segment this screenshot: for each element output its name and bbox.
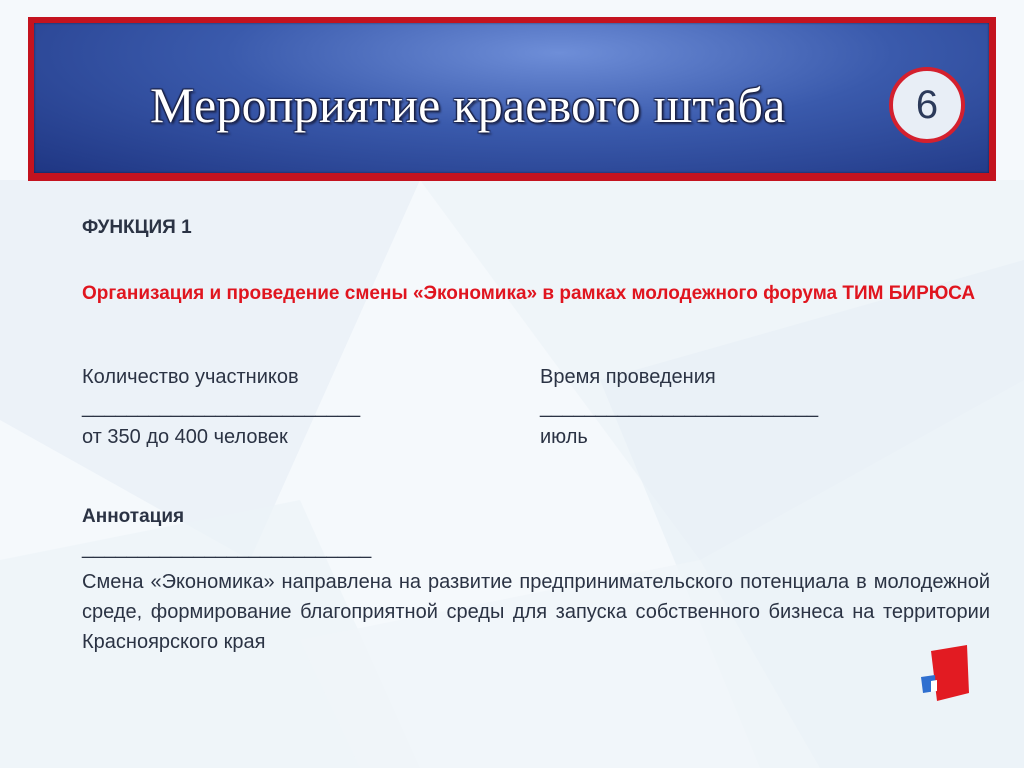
annotation-label: Аннотация — [82, 506, 185, 527]
time-value: июль — [540, 426, 588, 448]
annotation-rule: __________________________ — [82, 537, 372, 559]
annotation-text: Смена «Экономика» направлена на развитие предпринимательского потенциала в молодежной среде, формирование благоприятной среды для запуска собственного бизнеса на территории Красноярского края — [82, 571, 990, 653]
participants-label: Количество участников — [82, 366, 299, 388]
slide-number-badge: 6 — [889, 67, 965, 143]
function-label: ФУНКЦИЯ 1 — [82, 217, 192, 238]
time-rule: _________________________ — [540, 396, 819, 418]
event-title: Организация и проведение смены «Экономика» в рамках молодежного форума ТИМ БИРЮСА — [82, 283, 976, 304]
participants-rule: _________________________ — [82, 396, 361, 418]
page-title: Мероприятие краевого штаба — [150, 77, 786, 133]
time-label: Время проведения — [540, 366, 716, 388]
participants-value: от 350 до 400 человек — [82, 426, 288, 448]
brand-logo-icon — [917, 645, 969, 707]
